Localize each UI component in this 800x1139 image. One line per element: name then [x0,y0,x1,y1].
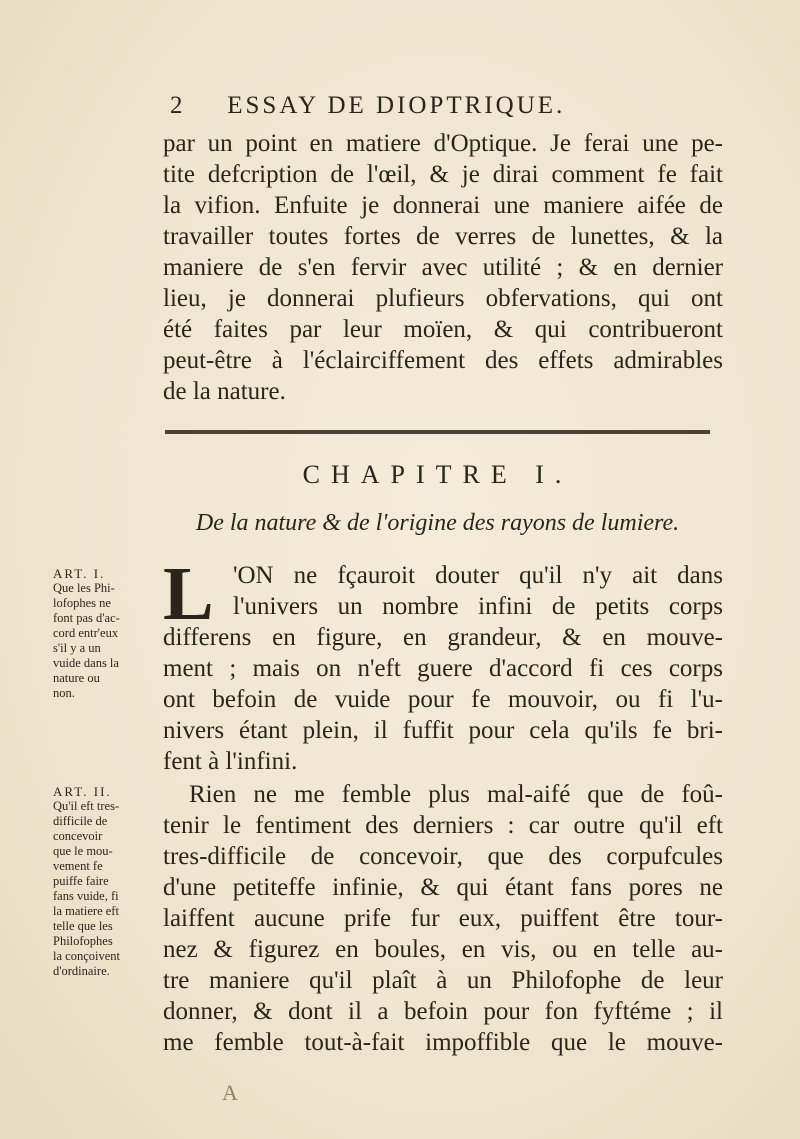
text-line: tre maniere qu'il plaît à un Philofophe de leur [163,967,723,994]
margin-note-article-2 [53,784,158,979]
text-line: laiffent aucune prife fur eux, puiffent être tour- [163,905,723,932]
text-line: me femble tout-à-fait impoffible que le mouve- [163,1029,723,1056]
margin-note-line: la conçoivent [53,949,120,963]
text-line: la vifion. Enfuite je donnerai une maniere aifée de [163,192,723,219]
margin-note-line: font pas d'ac- [53,611,120,625]
text-line: nez & figurez en boules, en vis, ou en telle au- [163,936,723,963]
margin-note-line: que le mou- [53,844,113,858]
article-1-paragraph [163,552,723,777]
margin-note-line: concevoir [53,829,103,843]
text-line: travailler toutes fortes de verres de lunettes, & la [163,223,723,250]
margin-note-line: telle que les [53,919,113,933]
margin-note-line: difficile de [53,814,108,828]
text-line: fent à l'infini. [163,748,298,775]
text-line: été faites par leur moïen, & qui contribueront [163,316,723,343]
text-line: tenir le fentiment des derniers : car outre qu'il eft [163,812,723,839]
text-line: nivers étant plein, il fuffit pour cela qu'ils fe bri- [163,717,723,744]
margin-note-line: cord entr'eux [53,626,119,640]
margin-note-line: d'ordinaire. [53,964,110,978]
margin-note-line: Qu'il eft tres- [53,799,120,813]
text-line: donner, & dont il a befoin pour fon fyftéme ; il [163,998,723,1025]
text-line: d'une petiteffe infinie, & qui étant fans pores ne [163,874,723,901]
margin-note-line: Philofophes [53,934,113,948]
margin-note-line: s'il y a un [53,641,101,655]
margin-note-line: non. [53,686,75,700]
text-line: peut-être à l'éclairciffement des effets admirables [163,347,723,374]
margin-note-heading: ART. I. [53,566,106,581]
text-line: ment ; mais on n'eft guere d'accord fi ces corps [163,655,723,682]
drop-cap: L [163,552,214,636]
margin-note-article-1 [53,566,158,701]
text-line: Rien ne me femble plus mal-aifé que de foû- [189,781,723,808]
text-line: tres-difficile de concevoir, que des corpufcules [163,843,723,870]
margin-note-line: Que les Phi- [53,581,115,595]
margin-note-heading: ART. II. [53,784,112,799]
chapter-title: CHAPITRE I. [302,460,573,489]
running-title: ESSAY DE DIOPTRIQUE. [227,92,566,119]
margin-note-line: la matiere eft [53,904,119,918]
text-line: 'ON ne fçauroit douter qu'il n'y ait dans [233,562,723,589]
page-number: 2 [170,92,186,119]
margin-note-line: nature ou [53,671,100,685]
article-2-paragraph [163,779,723,1058]
text-line: tite defcription de l'œil, & je dirai comment fe fait [163,161,723,188]
text-line: maniere de s'en fervir avec utilité ; & en dernier [163,254,723,281]
horizontal-rule [165,430,710,434]
chapter-subtitle: De la nature & de l'origine des rayons de lumiere. [195,510,680,536]
text-line: differens en figure, en grandeur, & en mouve- [163,624,723,651]
margin-note-line: vement fe [53,859,103,873]
margin-note-line: puiffe faire [53,874,109,888]
margin-note-line: lofophes ne [53,596,111,610]
margin-note-line: vuide dans la [53,656,119,670]
text-line: lieu, je donnerai plufieurs obfervations, qui ont [163,285,723,312]
running-header [170,92,640,122]
text-line: de la nature. [163,378,286,405]
signature-mark: A [222,1080,238,1105]
intro-paragraph [163,128,723,407]
text-line: ont befoin de vuide pour fe mouvoir, ou fi l'u- [163,686,723,713]
text-line: l'univers un nombre infini de petits corps [233,593,723,620]
margin-note-line: fans vuide, fi [53,889,119,903]
text-line: par un point en matiere d'Optique. Je ferai une pe- [163,130,723,157]
